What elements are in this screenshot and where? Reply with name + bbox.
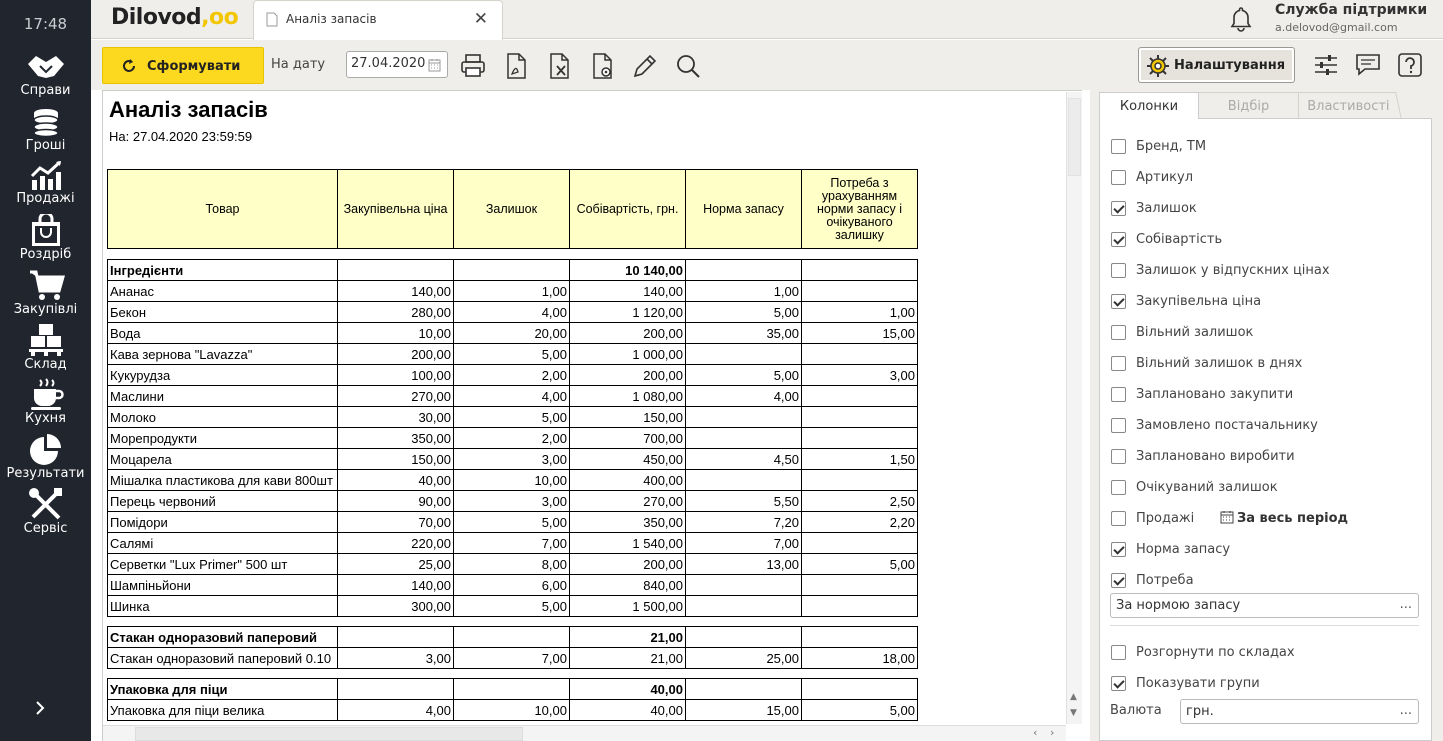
horizontal-scrollbar[interactable]: [103, 725, 1066, 741]
table-cell: 6,00: [454, 575, 570, 596]
table-cell: 140,00: [338, 575, 454, 596]
support-block[interactable]: [1275, 2, 1427, 34]
table-cell: 70,00: [338, 512, 454, 533]
table-cell: Кава зернова "Lavazza": [108, 344, 338, 365]
nav-label: Закупівлі: [13, 302, 78, 317]
handshake-icon: [26, 52, 66, 82]
table-cell: Серветки "Lux Primer" 500 шт: [108, 554, 338, 575]
table-row[interactable]: [108, 491, 918, 512]
table-row[interactable]: [108, 648, 918, 669]
nav-label: Гроші: [25, 138, 66, 153]
report-group-table: [107, 678, 918, 721]
table-cell: 10,00: [338, 323, 454, 344]
table-cell: 4,00: [338, 700, 454, 721]
currency-value: грн.: [1186, 704, 1214, 719]
table-row[interactable]: [108, 575, 918, 596]
shopping-bag-icon: [26, 214, 66, 246]
table-cell: 220,00: [338, 533, 454, 554]
table-row[interactable]: [108, 449, 918, 470]
nav-item-prodazhi[interactable]: [0, 160, 91, 206]
option-label: Потреба: [1136, 573, 1194, 588]
checkbox[interactable]: [1111, 201, 1126, 216]
tools-icon: [26, 488, 66, 520]
table-cell: Молоко: [108, 407, 338, 428]
document-icon: [266, 12, 278, 27]
table-cell: 15,00: [802, 323, 918, 344]
table-cell: 5,50: [686, 491, 802, 512]
table-cell: [454, 627, 570, 648]
table-cell: [802, 260, 918, 281]
currency-select[interactable]: [1180, 699, 1419, 724]
option-label: Показувати групи: [1136, 676, 1260, 691]
table-cell: [802, 470, 918, 491]
table-cell: [686, 260, 802, 281]
report-group-table: [107, 259, 918, 617]
table-row[interactable]: [108, 470, 918, 491]
table-cell: [686, 470, 802, 491]
cart-icon: [26, 269, 66, 301]
table-cell: 200,00: [570, 323, 686, 344]
option-label: Вільний залишок: [1136, 325, 1254, 340]
table-cell: [686, 407, 802, 428]
table-cell: 5,00: [802, 554, 918, 575]
vertical-scrollbar[interactable]: [1066, 92, 1082, 724]
pdf-export-icon[interactable]: [504, 53, 530, 79]
col-header: Залишок: [454, 170, 570, 249]
group-total: 10 140,00: [570, 260, 686, 281]
tab-stock-analysis[interactable]: [253, 0, 503, 40]
option-label: Залишок: [1136, 201, 1197, 216]
checkbox[interactable]: [1111, 480, 1126, 495]
date-label: На дату: [271, 57, 326, 72]
excel-export-icon[interactable]: [547, 53, 573, 79]
table-cell: 150,00: [570, 407, 686, 428]
support-email: a.delovod@gmail.com: [1275, 21, 1398, 34]
table-cell: Морепродукти: [108, 428, 338, 449]
checkbox[interactable]: [1111, 511, 1126, 526]
table-row[interactable]: [108, 344, 918, 365]
table-row[interactable]: [108, 407, 918, 428]
settings-panel: [1090, 90, 1443, 741]
checkbox[interactable]: [1111, 449, 1126, 464]
table-cell: 140,00: [338, 281, 454, 302]
table-row[interactable]: [108, 365, 918, 386]
table-cell: 25,00: [338, 554, 454, 575]
table-cell: 5,00: [686, 302, 802, 323]
table-cell: [338, 627, 454, 648]
table-cell: Стакан одноразовий паперовий 0.10: [108, 648, 338, 669]
table-cell: Маслини: [108, 386, 338, 407]
table-cell: 2,00: [454, 365, 570, 386]
col-header: Закупівельна ціна: [338, 170, 454, 249]
table-cell: 1 500,00: [570, 596, 686, 617]
tab-columns[interactable]: Колонки: [1099, 92, 1199, 119]
nav-item-servis[interactable]: [0, 488, 91, 536]
table-cell: [802, 407, 918, 428]
tab-properties-label: Властивості: [1307, 99, 1390, 114]
checkbox[interactable]: [1111, 418, 1126, 433]
table-cell: 90,00: [338, 491, 454, 512]
nav-label: Справи: [20, 83, 71, 98]
group-name: Інгредієнти: [108, 260, 338, 281]
scroll-thumb[interactable]: [135, 727, 523, 741]
group-row[interactable]: [108, 679, 918, 700]
nav-item-spravy[interactable]: [0, 52, 91, 98]
chevron-right-icon[interactable]: [33, 700, 47, 716]
table-cell: 15,00: [686, 700, 802, 721]
logo[interactable]: [111, 5, 238, 35]
report-header-table: [107, 169, 918, 249]
table-cell: Мішалка пластикова для кави 800шт: [108, 470, 338, 491]
generate-button[interactable]: [102, 47, 264, 84]
option-label: Заплановано виробити: [1136, 449, 1295, 464]
nav-item-rezultaty[interactable]: [0, 433, 91, 481]
toolbar: [91, 40, 1443, 90]
table-cell: 1,50: [802, 449, 918, 470]
table-cell: 7,00: [454, 648, 570, 669]
table-cell: 4,00: [454, 302, 570, 323]
col-header: Собівартість, грн.: [570, 170, 686, 249]
settings-button[interactable]: [1138, 47, 1295, 83]
col-header: Норма запасу: [686, 170, 802, 249]
table-cell: [686, 679, 802, 700]
table-cell: 1 000,00: [570, 344, 686, 365]
calendar-icon[interactable]: [428, 58, 441, 72]
checkbox[interactable]: [1111, 356, 1126, 371]
nav-label: Сервіс: [23, 521, 68, 536]
table-cell: [686, 344, 802, 365]
table-cell: 10,00: [454, 470, 570, 491]
table-cell: 1,00: [454, 281, 570, 302]
coins-icon: [26, 107, 66, 137]
table-cell: Вода: [108, 323, 338, 344]
sliders-icon[interactable]: [1313, 52, 1339, 78]
table-cell: 13,00: [686, 554, 802, 575]
table-row[interactable]: [108, 386, 918, 407]
option-label: Продажі: [1136, 511, 1195, 526]
search-icon[interactable]: [675, 53, 701, 79]
period-selector[interactable]: [1220, 510, 1348, 526]
gear-icon: [1147, 55, 1169, 77]
report-date: На: 27.04.2020 23:59:59: [109, 129, 253, 144]
need-mode-select[interactable]: [1110, 593, 1419, 618]
edit-pencil-icon[interactable]: [632, 53, 658, 79]
logo-text: Dilovod: [111, 5, 202, 30]
table-cell: [802, 679, 918, 700]
coffee-cup-icon: [26, 378, 66, 410]
close-icon[interactable]: ✕: [473, 9, 488, 29]
table-cell: Кукурудза: [108, 365, 338, 386]
table-cell: 280,00: [338, 302, 454, 323]
group-row[interactable]: [108, 260, 918, 281]
table-cell: 5,00: [454, 344, 570, 365]
scroll-up-icon[interactable]: ▲: [1070, 692, 1077, 702]
table-cell: 350,00: [338, 428, 454, 449]
columns-panel: [1099, 118, 1432, 741]
table-row[interactable]: [108, 323, 918, 344]
checkbox[interactable]: [1111, 232, 1126, 247]
table-cell: Шинка: [108, 596, 338, 617]
document-settings-icon[interactable]: [590, 53, 616, 79]
warehouse-boxes-icon: [26, 324, 66, 356]
table-cell: [802, 281, 918, 302]
checkbox[interactable]: [1111, 676, 1126, 691]
table-cell: 20,00: [454, 323, 570, 344]
table-cell: 1,00: [686, 281, 802, 302]
table-cell: Перець червоний: [108, 491, 338, 512]
table-cell: 3,00: [454, 449, 570, 470]
table-cell: 40,00: [338, 470, 454, 491]
option-label: Розгорнути по складах: [1136, 645, 1295, 660]
table-cell: 200,00: [570, 554, 686, 575]
group-name: Упаковка для піци: [108, 679, 338, 700]
table-cell: 200,00: [338, 344, 454, 365]
table-cell: 7,20: [686, 512, 802, 533]
checkbox[interactable]: [1111, 263, 1126, 278]
report-area: [102, 90, 1082, 741]
support-title: Служба підтримки: [1275, 2, 1428, 18]
table-cell: [338, 260, 454, 281]
option-label: Артикул: [1136, 170, 1194, 185]
table-cell: 350,00: [570, 512, 686, 533]
table-cell: 3,00: [338, 648, 454, 669]
table-cell: 2,50: [802, 491, 918, 512]
table-row[interactable]: [108, 281, 918, 302]
table-cell: 1,00: [802, 302, 918, 323]
nav-item-zakupivli[interactable]: [0, 269, 91, 317]
option-label: Бренд, ТМ: [1136, 139, 1207, 154]
table-cell: [802, 627, 918, 648]
date-field[interactable]: [346, 51, 448, 78]
table-cell: 100,00: [338, 365, 454, 386]
table-cell: 30,00: [338, 407, 454, 428]
table-cell: 1 540,00: [570, 533, 686, 554]
table-cell: Бекон: [108, 302, 338, 323]
settings-label: Налаштування: [1174, 58, 1286, 73]
table-cell: 35,00: [686, 323, 802, 344]
table-cell: 150,00: [338, 449, 454, 470]
scroll-left-icon[interactable]: ‹: [1033, 726, 1038, 739]
nav-item-groshi[interactable]: [0, 107, 91, 153]
refresh-icon: [121, 58, 137, 74]
table-cell: 200,00: [570, 365, 686, 386]
table-cell: 25,00: [686, 648, 802, 669]
table-cell: Салямі: [108, 533, 338, 554]
print-icon[interactable]: [460, 53, 486, 79]
checkbox[interactable]: [1111, 170, 1126, 185]
sales-chart-icon: [26, 160, 66, 190]
table-cell: [454, 260, 570, 281]
date-input[interactable]: [351, 56, 425, 71]
table-cell: [802, 596, 918, 617]
group-name: Стакан одноразовий паперовий: [108, 627, 338, 648]
generate-label: Сформувати: [147, 59, 241, 74]
scroll-thumb[interactable]: [1068, 98, 1081, 176]
option-label: Замовлено постачальнику: [1136, 418, 1318, 433]
table-cell: 7,00: [454, 533, 570, 554]
nav-label: Кухня: [25, 411, 66, 426]
need-mode-value: За нормою запасу: [1116, 598, 1241, 613]
table-row[interactable]: [108, 554, 918, 575]
table-cell: 2,20: [802, 512, 918, 533]
bell-icon[interactable]: [1229, 6, 1253, 32]
table-cell: [802, 575, 918, 596]
table-row[interactable]: [108, 596, 918, 617]
checkbox[interactable]: [1111, 542, 1126, 557]
checkbox[interactable]: [1111, 387, 1126, 402]
table-cell: Шампіньйони: [108, 575, 338, 596]
table-cell: 270,00: [570, 491, 686, 512]
table-cell: 7,00: [686, 533, 802, 554]
main-sidebar: [0, 0, 91, 741]
table-cell: 21,00: [570, 648, 686, 669]
comment-icon[interactable]: [1355, 52, 1381, 78]
scroll-down-icon[interactable]: ▼: [1070, 708, 1077, 718]
report-title: Аналіз запасів: [109, 97, 268, 122]
more-icon[interactable]: ...: [1399, 703, 1412, 718]
more-icon[interactable]: ...: [1399, 597, 1412, 612]
currency-label: Валюта: [1110, 703, 1162, 718]
table-cell: [686, 596, 802, 617]
checkbox[interactable]: [1111, 325, 1126, 340]
period-label: За весь період: [1237, 511, 1349, 526]
table-cell: 8,00: [454, 554, 570, 575]
table-cell: [686, 575, 802, 596]
group-total: 40,00: [570, 679, 686, 700]
report-group-table: [107, 626, 918, 669]
table-cell: 4,00: [454, 386, 570, 407]
table-cell: [686, 428, 802, 449]
table-row[interactable]: [108, 302, 918, 323]
checkbox[interactable]: [1111, 139, 1126, 154]
checkbox[interactable]: [1111, 294, 1126, 309]
divider: [1110, 625, 1419, 626]
table-cell: Помідори: [108, 512, 338, 533]
table-cell: [802, 344, 918, 365]
table-cell: Ананас: [108, 281, 338, 302]
clock: 17:48: [23, 15, 68, 33]
table-cell: 3,00: [802, 365, 918, 386]
nav-label: Роздріб: [19, 247, 72, 262]
nav-item-rozdrib[interactable]: [0, 214, 91, 262]
table-cell: 270,00: [338, 386, 454, 407]
table-cell: 450,00: [570, 449, 686, 470]
group-row[interactable]: [108, 627, 918, 648]
tab-properties[interactable]: [1296, 92, 1402, 119]
pie-chart-icon: [26, 433, 66, 465]
col-header: Потреба з урахуванням норми запасу і очікуваного залишку: [802, 170, 918, 249]
table-cell: Упаковка для піци велика: [108, 700, 338, 721]
table-cell: [802, 533, 918, 554]
checkbox[interactable]: [1111, 573, 1126, 588]
option-label: Вільний залишок в днях: [1136, 356, 1303, 371]
table-cell: 18,00: [802, 648, 918, 669]
table-cell: 840,00: [570, 575, 686, 596]
table-cell: 300,00: [338, 596, 454, 617]
table-cell: 400,00: [570, 470, 686, 491]
table-cell: 40,00: [570, 700, 686, 721]
table-cell: 2,00: [454, 428, 570, 449]
table-cell: 4,00: [686, 386, 802, 407]
table-cell: [802, 386, 918, 407]
checkbox[interactable]: [1111, 645, 1126, 660]
option-label: Норма запасу: [1136, 542, 1231, 557]
table-cell: 5,00: [454, 596, 570, 617]
option-label: Очікуваний залишок: [1136, 480, 1278, 495]
table-cell: 5,00: [454, 407, 570, 428]
table-cell: 4,50: [686, 449, 802, 470]
group-total: 21,00: [570, 627, 686, 648]
nav-label: Продажі: [16, 191, 75, 206]
nav-label: Склад: [24, 357, 67, 372]
calendar-icon: [1220, 510, 1234, 524]
option-label: Залишок у відпускних цінах: [1136, 263, 1330, 278]
option-label: Закупівельна ціна: [1136, 294, 1262, 309]
nav-item-kukhnia[interactable]: [0, 378, 91, 426]
table-row[interactable]: [108, 700, 918, 721]
logo-dots: ,oo: [201, 5, 239, 30]
table-cell: 5,00: [686, 365, 802, 386]
nav-item-sklad[interactable]: [0, 324, 91, 372]
table-cell: [338, 679, 454, 700]
top-bar: [91, 0, 1443, 39]
table-cell: 5,00: [802, 700, 918, 721]
option-label: Заплановано закупити: [1136, 387, 1294, 402]
table-cell: [802, 428, 918, 449]
table-cell: 1 120,00: [570, 302, 686, 323]
table-cell: Моцарела: [108, 449, 338, 470]
table-cell: 5,00: [454, 512, 570, 533]
scroll-right-icon[interactable]: ›: [1050, 726, 1055, 739]
table-cell: 140,00: [570, 281, 686, 302]
table-row[interactable]: [108, 512, 918, 533]
table-cell: [454, 679, 570, 700]
table-cell: 3,00: [454, 491, 570, 512]
table-row[interactable]: [108, 428, 918, 449]
table-cell: 10,00: [454, 700, 570, 721]
nav-label: Результати: [6, 466, 85, 481]
help-icon[interactable]: [1397, 52, 1423, 78]
table-cell: 1 080,00: [570, 386, 686, 407]
table-cell: [686, 627, 802, 648]
table-cell: 700,00: [570, 428, 686, 449]
tab-filter[interactable]: Відбір: [1199, 92, 1299, 119]
table-row[interactable]: [108, 533, 918, 554]
col-header: Товар: [108, 170, 338, 249]
tab-title: Аналіз запасів: [286, 12, 377, 26]
option-label: Собівартість: [1136, 232, 1223, 247]
